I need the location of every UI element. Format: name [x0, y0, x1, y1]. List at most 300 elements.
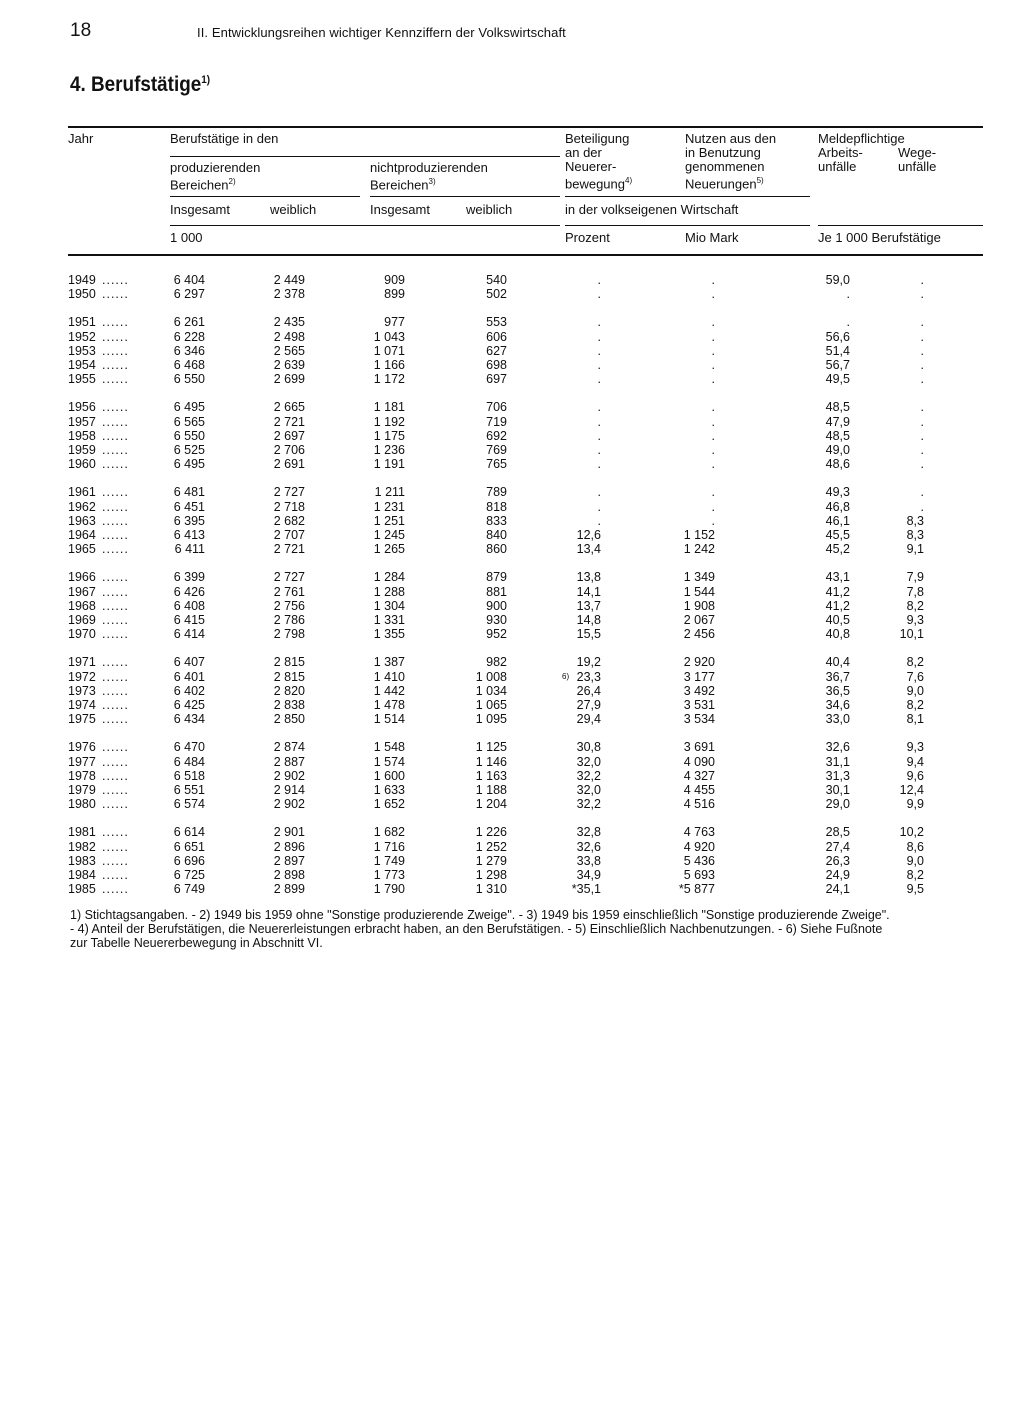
cell-nichtproduzierend-insgesamt: 1 633	[373, 783, 405, 797]
row-leader-dots: ......	[102, 740, 129, 755]
cell-neuererbewegung-prozent: 32,6	[576, 839, 601, 854]
cell-produzierend-insgesamt: 6 407	[173, 655, 205, 670]
title-footnote-mark: 1)	[201, 74, 211, 86]
cell-nichtproduzierend-weiblich: 881	[486, 584, 507, 599]
cell-neuererbewegung-prozent: .	[597, 273, 601, 287]
cell-produzierend-weiblich: 2 899	[273, 882, 305, 897]
table-row	[0, 627, 1024, 641]
row-leader-dots: ......	[102, 528, 129, 542]
cell-produzierend-insgesamt: 6 470	[173, 740, 205, 755]
header-rule-volkseigen	[565, 225, 810, 226]
row-leader-dots: ......	[102, 287, 129, 302]
cell-produzierend-insgesamt: 6 651	[173, 839, 205, 854]
cell-wegeunfaelle: 8,6	[906, 839, 924, 854]
cell-nutzen-mio-mark: .	[711, 443, 715, 457]
cell-nichtproduzierend-insgesamt: 909	[384, 273, 405, 287]
cell-nichtproduzierend-insgesamt: 1 172	[373, 372, 405, 387]
cell-produzierend-insgesamt: 6 399	[173, 570, 205, 585]
cell-neuererbewegung-prozent: 30,8	[576, 740, 601, 755]
row-year: 1978	[68, 768, 96, 783]
col-header-nichtproduzierenden: nichtproduzierenden	[370, 160, 488, 175]
cell-produzierend-insgesamt: 6 425	[173, 698, 205, 712]
table-row	[0, 570, 1024, 584]
footnote-line: zur Tabelle Neuererbewegung in Abschnitt VI.	[70, 936, 323, 950]
cell-arbeitsunfaelle: 33,0	[825, 712, 850, 727]
cell-arbeitsunfaelle: 48,6	[825, 457, 850, 472]
row-year: 1976	[68, 740, 96, 755]
row-year: 1973	[68, 683, 96, 698]
cell-produzierend-insgesamt: 6 484	[173, 754, 205, 769]
cell-nichtproduzierend-insgesamt: 977	[384, 315, 405, 330]
table-row	[0, 755, 1024, 769]
table-row	[0, 840, 1024, 854]
cell-nutzen-mio-mark: 2 920	[683, 655, 715, 670]
cell-nutzen-mio-mark: .	[711, 457, 715, 472]
beteiligung-line-2: an der	[565, 145, 602, 160]
row-year: 1969	[68, 613, 96, 627]
cell-produzierend-insgesamt: 6 574	[173, 797, 205, 812]
cell-produzierend-insgesamt: 6 749	[173, 882, 205, 897]
cell-arbeitsunfaelle: 56,7	[825, 358, 850, 372]
row-leader-dots: ......	[102, 343, 129, 358]
cell-produzierend-weiblich: 2 798	[273, 627, 305, 642]
row-leader-dots: ......	[102, 683, 129, 698]
cell-nichtproduzierend-insgesamt: 1 331	[373, 613, 405, 627]
cell-nutzen-mio-mark: 4 327	[683, 768, 715, 783]
row-leader-dots: ......	[102, 655, 129, 670]
title-text: 4. Berufstätige	[70, 73, 202, 96]
cell-produzierend-weiblich: 2 902	[273, 768, 305, 783]
cell-arbeitsunfaelle: 40,8	[825, 627, 850, 642]
cell-nichtproduzierend-insgesamt: 899	[384, 287, 405, 302]
cell-arbeitsunfaelle: 51,4	[825, 343, 850, 358]
header-rule-je-1000	[818, 225, 983, 226]
cell-nichtproduzierend-insgesamt: 1 716	[373, 839, 405, 854]
footnote-mark-3: 3)	[428, 177, 436, 186]
header-rule-berufstaetige	[170, 156, 560, 157]
row-leader-dots: ......	[102, 712, 129, 727]
cell-arbeitsunfaelle: .	[846, 315, 850, 330]
cell-arbeitsunfaelle: 34,6	[825, 698, 850, 712]
cell-produzierend-weiblich: 2 896	[273, 839, 305, 854]
cell-nichtproduzierend-insgesamt: 1 071	[373, 343, 405, 358]
col-header-produzierenden: produzierenden	[170, 160, 261, 175]
cell-produzierend-weiblich: 2 498	[273, 329, 305, 344]
row-leader-dots: ......	[102, 868, 129, 882]
cell-produzierend-weiblich: 2 756	[273, 598, 305, 613]
cell-produzierend-weiblich: 2 901	[273, 825, 305, 840]
cell-nichtproduzierend-weiblich: 1 095	[475, 712, 507, 727]
cell-arbeitsunfaelle: 36,5	[825, 683, 850, 698]
row-leader-dots: ......	[102, 457, 129, 472]
cell-produzierend-weiblich: 2 838	[273, 698, 305, 712]
row-year: 1964	[68, 528, 96, 542]
cell-arbeitsunfaelle: 49,5	[825, 372, 850, 387]
cell-nichtproduzierend-weiblich: 833	[486, 513, 507, 528]
cell-nichtproduzierend-weiblich: 982	[486, 655, 507, 670]
cell-nutzen-mio-mark: .	[711, 287, 715, 302]
cell-neuererbewegung-prozent: 15,5	[576, 627, 601, 642]
cell-neuererbewegung-prozent: 29,4	[576, 712, 601, 727]
cell-wegeunfaelle: 9,6	[906, 768, 924, 783]
row-year: 1956	[68, 400, 96, 415]
cell-neuererbewegung-prozent: 13,7	[576, 598, 601, 613]
cell-produzierend-weiblich: 2 820	[273, 683, 305, 698]
cell-produzierend-weiblich: 2 897	[273, 853, 305, 868]
cell-produzierend-weiblich: 2 665	[273, 400, 305, 415]
table-row	[0, 457, 1024, 471]
nutzen-line-4	[685, 174, 776, 191]
beteiligung-line-1: Beteiligung	[565, 131, 630, 146]
cell-produzierend-insgesamt: 6 426	[173, 584, 205, 599]
cell-neuererbewegung-prozent: .	[597, 329, 601, 344]
cell-wegeunfaelle: 9,0	[906, 683, 924, 698]
cell-arbeitsunfaelle: 59,0	[825, 273, 850, 287]
footnotes	[70, 908, 985, 950]
row-leader-dots: ......	[102, 485, 129, 500]
cell-nutzen-mio-mark: 4 763	[683, 825, 715, 840]
cell-arbeitsunfaelle: 31,3	[825, 768, 850, 783]
cell-neuererbewegung-prozent: .	[597, 414, 601, 429]
cell-produzierend-insgesamt: 6 395	[173, 513, 205, 528]
cell-nichtproduzierend-weiblich: 697	[486, 372, 507, 387]
cell-wegeunfaelle: .	[920, 428, 924, 443]
cell-arbeitsunfaelle: 40,4	[825, 655, 850, 670]
cell-nichtproduzierend-insgesamt: 1 245	[373, 528, 405, 542]
row-year: 1949	[68, 273, 96, 287]
cell-neuererbewegung-prozent: .	[597, 400, 601, 415]
cell-neuererbewegung-prozent: .	[597, 457, 601, 472]
cell-neuererbewegung-prozent: .	[597, 358, 601, 372]
table-row	[0, 825, 1024, 839]
cell-wegeunfaelle: 9,1	[906, 542, 924, 557]
row-leader-dots: ......	[102, 754, 129, 769]
row-leader-dots: ......	[102, 570, 129, 585]
col-header-bereichen-2	[170, 175, 236, 192]
table-row	[0, 854, 1024, 868]
cell-produzierend-weiblich: 2 639	[273, 358, 305, 372]
table-row	[0, 599, 1024, 613]
cell-nichtproduzierend-insgesamt: 1 355	[373, 627, 405, 642]
cell-neuererbewegung-prozent: 14,1	[576, 584, 601, 599]
cell-neuererbewegung-prozent: 14,8	[576, 613, 601, 627]
row-leader-dots: ......	[102, 882, 129, 897]
cell-nutzen-mio-mark: *5 877	[678, 882, 715, 897]
cell-produzierend-insgesamt: 6 468	[173, 358, 205, 372]
footnote-mark-5: 5)	[756, 176, 764, 185]
header-rule-unit	[170, 225, 560, 226]
cell-produzierend-weiblich: 2 914	[273, 783, 305, 797]
cell-nichtproduzierend-insgesamt: 1 284	[373, 570, 405, 585]
header-rule-insgesamt-1	[170, 196, 360, 197]
table-row	[0, 330, 1024, 344]
cell-wegeunfaelle: 9,9	[906, 797, 924, 812]
cell-nichtproduzierend-insgesamt: 1 749	[373, 853, 405, 868]
row-year: 1967	[68, 584, 96, 599]
col-header-insgesamt-2: Insgesamt	[370, 202, 430, 217]
cell-produzierend-weiblich: 2 699	[273, 372, 305, 387]
cell-produzierend-insgesamt: 6 525	[173, 443, 205, 457]
cell-produzierend-insgesamt: 6 551	[173, 783, 205, 797]
cell-produzierend-weiblich: 2 707	[273, 528, 305, 542]
cell-nichtproduzierend-insgesamt: 1 442	[373, 683, 405, 698]
row-year: 1951	[68, 315, 96, 330]
col-header-nutzen	[685, 132, 776, 191]
row-year: 1957	[68, 414, 96, 429]
nutzen-label: Neuerungen	[685, 176, 757, 192]
cell-neuererbewegung-prozent: .	[597, 443, 601, 457]
nutzen-line-1: Nutzen aus den	[685, 131, 777, 146]
row-leader-dots: ......	[102, 273, 129, 287]
cell-nutzen-mio-mark: 3 691	[683, 740, 715, 755]
col-header-volkseigen: in der volkseigenen Wirtschaft	[565, 202, 739, 217]
cell-wegeunfaelle: .	[920, 315, 924, 330]
row-leader-dots: ......	[102, 499, 129, 514]
cell-arbeitsunfaelle: 49,0	[825, 443, 850, 457]
cell-nichtproduzierend-weiblich: 1 279	[475, 853, 507, 868]
row-leader-dots: ......	[102, 414, 129, 429]
row-footnote-mark: 6)	[562, 671, 570, 681]
cell-neuererbewegung-prozent: 12,6	[576, 528, 601, 542]
row-year: 1981	[68, 825, 96, 840]
cell-neuererbewegung-prozent: 13,4	[576, 542, 601, 557]
cell-arbeitsunfaelle: 28,5	[825, 825, 850, 840]
cell-wegeunfaelle: .	[920, 273, 924, 287]
cell-nichtproduzierend-insgesamt: 1 231	[373, 499, 405, 514]
cell-nichtproduzierend-weiblich: 553	[486, 315, 507, 330]
table-row	[0, 372, 1024, 386]
nutzen-line-3: genommenen	[685, 159, 765, 174]
table-row	[0, 684, 1024, 698]
cell-wegeunfaelle: 10,1	[899, 627, 924, 642]
cell-nutzen-mio-mark: 4 920	[683, 839, 715, 854]
cell-arbeitsunfaelle: 29,0	[825, 797, 850, 812]
cell-wegeunfaelle: 9,3	[906, 740, 924, 755]
cell-produzierend-insgesamt: 6 565	[173, 414, 205, 429]
table-row	[0, 400, 1024, 414]
row-year: 1959	[68, 443, 96, 457]
row-leader-dots: ......	[102, 627, 129, 642]
cell-nichtproduzierend-insgesamt: 1 790	[373, 882, 405, 897]
cell-wegeunfaelle: .	[920, 499, 924, 514]
row-year: 1975	[68, 712, 96, 727]
cell-produzierend-insgesamt: 6 413	[173, 528, 205, 542]
cell-wegeunfaelle: .	[920, 287, 924, 302]
cell-produzierend-weiblich: 2 721	[273, 542, 305, 557]
cell-nichtproduzierend-insgesamt: 1 181	[373, 400, 405, 415]
cell-nutzen-mio-mark: 4 516	[683, 797, 715, 812]
cell-nichtproduzierend-weiblich: 540	[486, 273, 507, 287]
cell-nichtproduzierend-insgesamt: 1 773	[373, 868, 405, 882]
row-year: 1983	[68, 853, 96, 868]
col-header-unfaelle-1: unfälle	[818, 159, 857, 174]
cell-produzierend-insgesamt: 6 404	[173, 273, 205, 287]
cell-wegeunfaelle: 9,0	[906, 853, 924, 868]
row-leader-dots: ......	[102, 329, 129, 344]
col-header-arbeits: Arbeits-	[818, 145, 863, 160]
col-header-meldepflichtige: Meldepflichtige	[818, 131, 905, 146]
cell-nichtproduzierend-weiblich: 879	[486, 570, 507, 585]
cell-produzierend-weiblich: 2 565	[273, 343, 305, 358]
col-header-bereichen-3	[370, 175, 436, 192]
table-row	[0, 273, 1024, 287]
running-head: II. Entwicklungsreihen wichtiger Kennziffern der Volkswirtschaft	[197, 25, 566, 40]
cell-arbeitsunfaelle: 46,1	[825, 513, 850, 528]
row-leader-dots: ......	[102, 768, 129, 783]
cell-nichtproduzierend-insgesamt: 1 548	[373, 740, 405, 755]
cell-neuererbewegung-prozent: .	[597, 315, 601, 330]
cell-nutzen-mio-mark: .	[711, 273, 715, 287]
cell-nichtproduzierend-insgesamt: 1 682	[373, 825, 405, 840]
cell-nutzen-mio-mark: 4 090	[683, 754, 715, 769]
cell-produzierend-weiblich: 2 682	[273, 513, 305, 528]
cell-wegeunfaelle: .	[920, 329, 924, 344]
cell-nichtproduzierend-weiblich: 952	[486, 627, 507, 642]
cell-neuererbewegung-prozent: 32,8	[576, 825, 601, 840]
cell-arbeitsunfaelle: 48,5	[825, 400, 850, 415]
nutzen-line-2: in Benutzung	[685, 145, 761, 160]
cell-nutzen-mio-mark: 3 534	[683, 712, 715, 727]
footnote-line: 1) Stichtagsangaben. - 2) 1949 bis 1959 ohne "Sonstige produzierende Zweige". - 3) 1949 bis 1959 einschließlich "Sonstige produzierende Zweige".	[70, 908, 890, 922]
cell-produzierend-insgesamt: 6 614	[173, 825, 205, 840]
table-row	[0, 670, 1024, 684]
cell-neuererbewegung-prozent: 33,8	[576, 853, 601, 868]
cell-nichtproduzierend-weiblich: 1 034	[475, 683, 507, 698]
cell-wegeunfaelle: 8,3	[906, 513, 924, 528]
cell-wegeunfaelle: 9,4	[906, 754, 924, 769]
row-year: 1974	[68, 698, 96, 712]
row-leader-dots: ......	[102, 825, 129, 840]
cell-nichtproduzierend-weiblich: 1 125	[475, 740, 507, 755]
table-row	[0, 585, 1024, 599]
cell-nichtproduzierend-weiblich: 1 146	[475, 754, 507, 769]
cell-nutzen-mio-mark: 4 455	[683, 783, 715, 797]
cell-nutzen-mio-mark: 1 349	[683, 570, 715, 585]
cell-produzierend-weiblich: 2 378	[273, 287, 305, 302]
cell-nutzen-mio-mark: 1 544	[683, 584, 715, 599]
cell-neuererbewegung-prozent: 32,0	[576, 783, 601, 797]
col-header-weiblich-1: weiblich	[270, 202, 317, 217]
cell-nichtproduzierend-weiblich: 1 310	[475, 882, 507, 897]
cell-nichtproduzierend-weiblich: 769	[486, 443, 507, 457]
cell-produzierend-weiblich: 2 435	[273, 315, 305, 330]
row-leader-dots: ......	[102, 315, 129, 330]
cell-nutzen-mio-mark: .	[711, 400, 715, 415]
row-year: 1960	[68, 457, 96, 472]
cell-arbeitsunfaelle: 30,1	[825, 783, 850, 797]
footnote-mark-4: 4)	[625, 176, 633, 185]
table-row	[0, 358, 1024, 372]
cell-neuererbewegung-prozent: 19,2	[576, 655, 601, 670]
row-year: 1984	[68, 868, 96, 882]
cell-nutzen-mio-mark: 2 067	[683, 613, 715, 627]
table-row	[0, 344, 1024, 358]
table-row	[0, 315, 1024, 329]
cell-produzierend-insgesamt: 6 408	[173, 598, 205, 613]
cell-wegeunfaelle: 8,1	[906, 712, 924, 727]
cell-produzierend-insgesamt: 6 414	[173, 627, 205, 642]
cell-arbeitsunfaelle: 45,2	[825, 542, 850, 557]
cell-nutzen-mio-mark: 2 456	[683, 627, 715, 642]
cell-arbeitsunfaelle: 24,1	[825, 882, 850, 897]
cell-nichtproduzierend-insgesamt: 1 514	[373, 712, 405, 727]
cell-nutzen-mio-mark: 3 492	[683, 683, 715, 698]
cell-wegeunfaelle: 12,4	[899, 783, 924, 797]
footnote-mark-2: 2)	[228, 177, 236, 186]
row-leader-dots: ......	[102, 839, 129, 854]
row-leader-dots: ......	[102, 669, 129, 684]
cell-arbeitsunfaelle: 27,4	[825, 839, 850, 854]
cell-neuererbewegung-prozent: 32,2	[576, 768, 601, 783]
cell-wegeunfaelle: .	[920, 372, 924, 387]
cell-nutzen-mio-mark: 5 436	[683, 853, 715, 868]
table-row	[0, 882, 1024, 896]
cell-arbeitsunfaelle: 41,2	[825, 584, 850, 599]
cell-nichtproduzierend-weiblich: 1 226	[475, 825, 507, 840]
bereichen-3-label: Bereichen	[370, 177, 429, 193]
beteiligung-line-4	[565, 174, 632, 191]
header-rule-insgesamt-2	[370, 196, 560, 197]
cell-nichtproduzierend-insgesamt: 1 211	[374, 485, 405, 500]
row-year: 1954	[68, 358, 96, 372]
cell-nutzen-mio-mark: .	[711, 329, 715, 344]
row-leader-dots: ......	[102, 698, 129, 712]
col-header-insgesamt-1: Insgesamt	[170, 202, 230, 217]
row-year: 1961	[68, 485, 96, 500]
cell-nichtproduzierend-weiblich: 1 252	[475, 839, 507, 854]
cell-arbeitsunfaelle: .	[846, 287, 850, 302]
row-year: 1953	[68, 343, 96, 358]
cell-nichtproduzierend-insgesamt: 1 652	[373, 797, 405, 812]
cell-arbeitsunfaelle: 47,9	[825, 414, 850, 429]
row-year: 1966	[68, 570, 96, 585]
cell-nichtproduzierend-insgesamt: 1 574	[373, 754, 405, 769]
table-row	[0, 528, 1024, 542]
table-row	[0, 429, 1024, 443]
cell-nichtproduzierend-weiblich: 840	[486, 528, 507, 542]
cell-arbeitsunfaelle: 56,6	[825, 329, 850, 344]
cell-nutzen-mio-mark: .	[711, 485, 715, 500]
cell-wegeunfaelle: 9,5	[906, 882, 924, 897]
table-row	[0, 783, 1024, 797]
row-year: 1962	[68, 499, 96, 514]
row-year: 1958	[68, 428, 96, 443]
page-number: 18	[70, 20, 92, 41]
cell-produzierend-weiblich: 2 874	[273, 740, 305, 755]
cell-neuererbewegung-prozent: *35,1	[571, 882, 601, 897]
cell-nutzen-mio-mark: 3 177	[683, 669, 715, 684]
cell-produzierend-weiblich: 2 815	[273, 655, 305, 670]
row-leader-dots: ......	[102, 584, 129, 599]
cell-nichtproduzierend-weiblich: 692	[486, 428, 507, 443]
cell-produzierend-insgesamt: 6 411	[174, 542, 205, 557]
row-leader-dots: ......	[102, 400, 129, 415]
cell-produzierend-weiblich: 2 718	[273, 499, 305, 514]
cell-produzierend-insgesamt: 6 518	[173, 768, 205, 783]
cell-wegeunfaelle: .	[920, 443, 924, 457]
table-row	[0, 287, 1024, 301]
cell-wegeunfaelle: .	[920, 358, 924, 372]
cell-nichtproduzierend-insgesamt: 1 251	[373, 513, 405, 528]
row-leader-dots: ......	[102, 853, 129, 868]
cell-nutzen-mio-mark: .	[711, 513, 715, 528]
row-year: 1972	[68, 669, 96, 684]
cell-nichtproduzierend-insgesamt: 1 387	[373, 655, 405, 670]
cell-neuererbewegung-prozent: .	[597, 343, 601, 358]
col-header-jahr: Jahr	[68, 131, 94, 146]
row-year: 1982	[68, 839, 96, 854]
header-bottom-rule	[68, 254, 983, 256]
